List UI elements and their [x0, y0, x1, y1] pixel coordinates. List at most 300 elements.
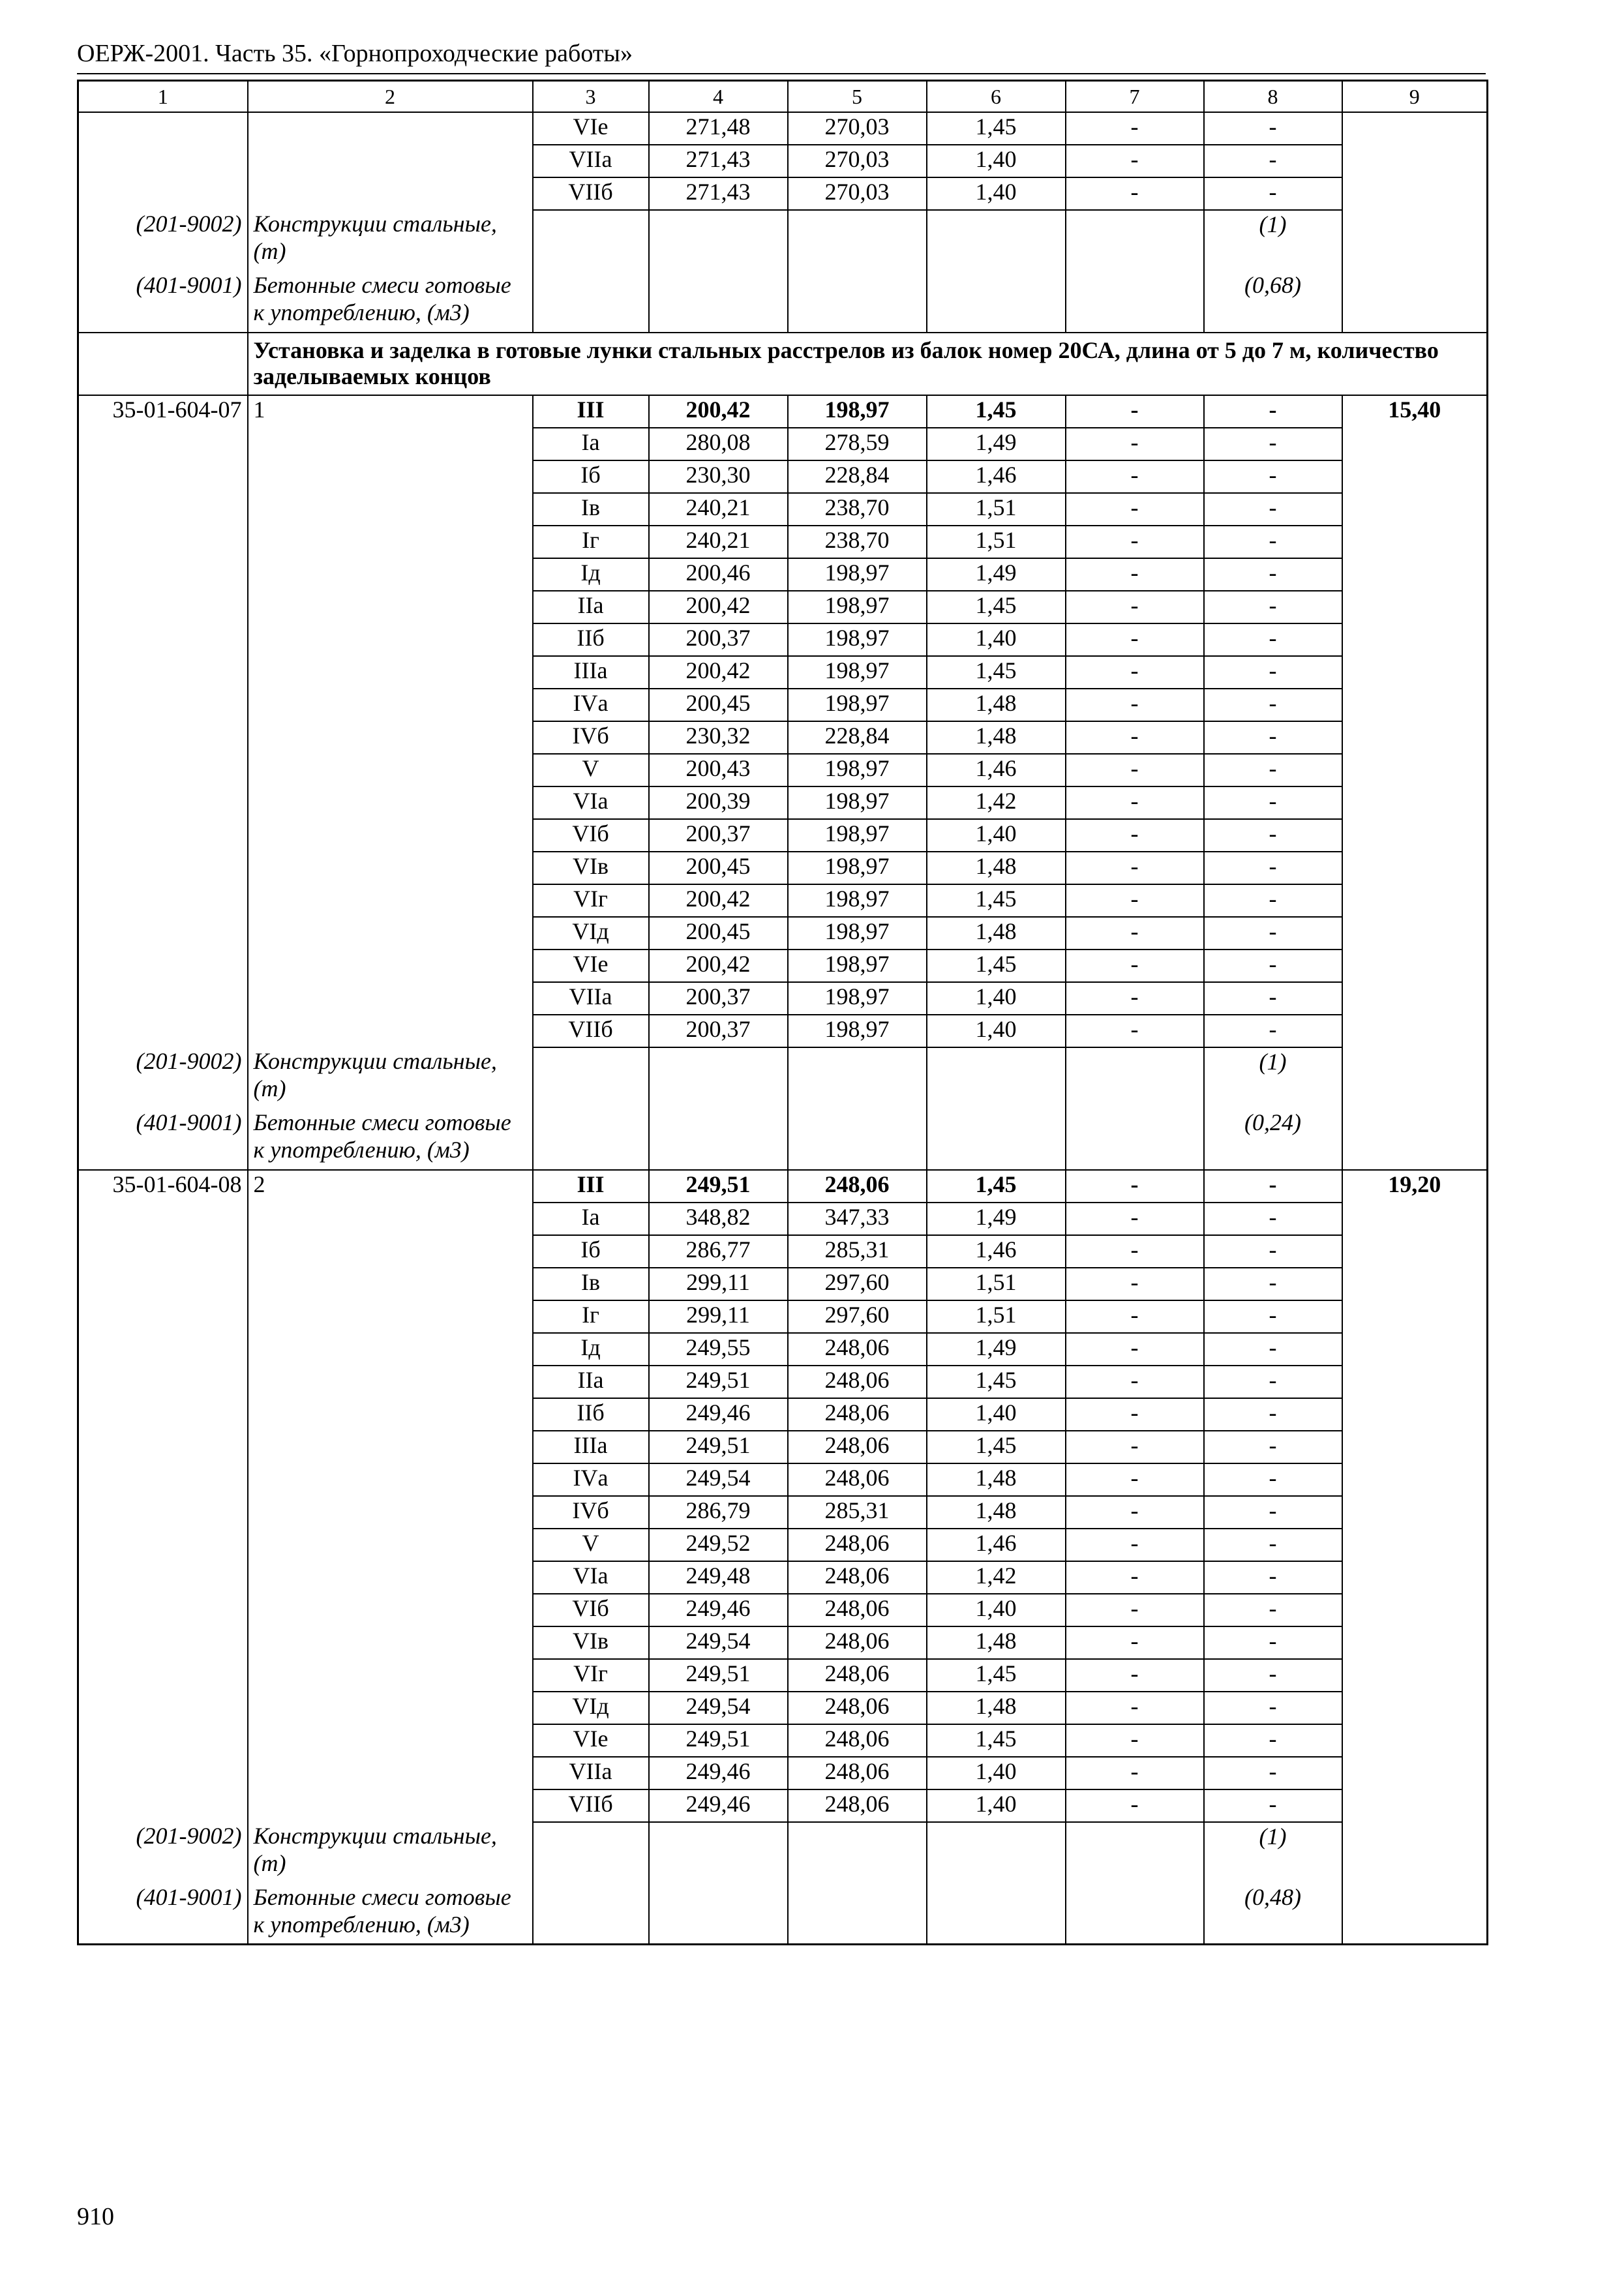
- materials-cell: -: [1204, 1659, 1342, 1692]
- empty-cell: [649, 210, 788, 271]
- rate-name-cell: [248, 177, 533, 210]
- total-cost-cell: 249,51: [649, 1659, 788, 1692]
- table-row: [78, 721, 1488, 754]
- rate-name-cell: [248, 1015, 533, 1047]
- zone-cell: VIб: [533, 1594, 649, 1626]
- total-cost-cell: 200,42: [649, 950, 788, 982]
- operators-wage-cell: -: [1066, 112, 1204, 145]
- rate-code-cell: [78, 428, 248, 460]
- materials-cell: -: [1204, 1594, 1342, 1626]
- rate-code-cell: [78, 1203, 248, 1235]
- zone-cell: III: [533, 1170, 649, 1203]
- labor-cost-cell: 15,40: [1342, 395, 1488, 428]
- material-code-cell: (201-9002): [78, 1822, 248, 1883]
- rate-name-cell: [248, 852, 533, 884]
- operators-wage-cell: -: [1066, 1529, 1204, 1561]
- rate-code-cell: [78, 591, 248, 623]
- labor-cost-cell: [1342, 1659, 1488, 1692]
- empty-cell: [533, 1883, 649, 1945]
- rate-name-cell: [248, 884, 533, 917]
- zone-cell: VIе: [533, 1724, 649, 1757]
- rate-code-cell: [78, 1015, 248, 1047]
- wages-cell: 270,03: [788, 177, 927, 210]
- empty-cell: [533, 210, 649, 271]
- rate-code-cell: [78, 1496, 248, 1529]
- total-cost-cell: 249,51: [649, 1366, 788, 1398]
- total-cost-cell: 200,42: [649, 656, 788, 689]
- operators-wage-cell: -: [1066, 721, 1204, 754]
- machine-cost-cell: 1,51: [927, 1300, 1066, 1333]
- materials-cell: -: [1204, 1561, 1342, 1594]
- labor-cost-cell: [1342, 1015, 1488, 1047]
- wages-cell: 278,59: [788, 428, 927, 460]
- table-row: [78, 558, 1488, 591]
- wages-cell: 238,70: [788, 493, 927, 526]
- labor-cost-cell: [1342, 591, 1488, 623]
- materials-cell: -: [1204, 689, 1342, 721]
- materials-cell: -: [1204, 1626, 1342, 1659]
- total-cost-cell: 286,77: [649, 1235, 788, 1268]
- empty-cell: [533, 271, 649, 333]
- material-qty-cell: (0,48): [1204, 1883, 1342, 1945]
- rate-name-cell: [248, 1268, 533, 1300]
- materials-cell: -: [1204, 852, 1342, 884]
- machine-cost-cell: 1,45: [927, 656, 1066, 689]
- machine-cost-cell: 1,49: [927, 1203, 1066, 1235]
- materials-cell: -: [1204, 786, 1342, 819]
- table-row: [78, 1463, 1488, 1496]
- rate-name-cell: [248, 112, 533, 145]
- wages-cell: 198,97: [788, 917, 927, 950]
- table-row: [78, 1268, 1488, 1300]
- zone-cell: VIд: [533, 917, 649, 950]
- zone-cell: Iа: [533, 1203, 649, 1235]
- zone-cell: Iв: [533, 1268, 649, 1300]
- machine-cost-cell: 1,51: [927, 526, 1066, 558]
- operators-wage-cell: -: [1066, 1724, 1204, 1757]
- total-cost-cell: 230,32: [649, 721, 788, 754]
- empty-cell: [649, 1883, 788, 1945]
- machine-cost-cell: 1,51: [927, 1268, 1066, 1300]
- empty-cell: [1342, 1047, 1488, 1109]
- total-cost-cell: 249,46: [649, 1398, 788, 1431]
- total-cost-cell: 200,37: [649, 1015, 788, 1047]
- operators-wage-cell: -: [1066, 460, 1204, 493]
- machine-cost-cell: 1,49: [927, 558, 1066, 591]
- total-cost-cell: 200,42: [649, 884, 788, 917]
- rate-code-cell: [78, 112, 248, 145]
- wages-cell: 198,97: [788, 395, 927, 428]
- total-cost-cell: 271,43: [649, 145, 788, 177]
- materials-cell: -: [1204, 1366, 1342, 1398]
- table-row: [78, 395, 1488, 428]
- material-qty-cell: (1): [1204, 1822, 1342, 1883]
- zone-cell: VIг: [533, 884, 649, 917]
- operators-wage-cell: -: [1066, 177, 1204, 210]
- column-header: 2: [248, 81, 533, 112]
- empty-cell: [788, 271, 927, 333]
- labor-cost-cell: [1342, 1268, 1488, 1300]
- total-cost-cell: 249,48: [649, 1561, 788, 1594]
- machine-cost-cell: 1,45: [927, 1366, 1066, 1398]
- labor-cost-cell: [1342, 950, 1488, 982]
- zone-cell: VIб: [533, 819, 649, 852]
- table-row: [78, 819, 1488, 852]
- rate-code-cell: [78, 1626, 248, 1659]
- table-row: [78, 1659, 1488, 1692]
- material-qty-cell: (0,68): [1204, 271, 1342, 333]
- zone-cell: IVа: [533, 1463, 649, 1496]
- machine-cost-cell: 1,46: [927, 460, 1066, 493]
- table-row: [78, 526, 1488, 558]
- materials-cell: -: [1204, 754, 1342, 786]
- materials-cell: -: [1204, 1463, 1342, 1496]
- rate-name-cell: [248, 526, 533, 558]
- operators-wage-cell: -: [1066, 1366, 1204, 1398]
- materials-cell: -: [1204, 917, 1342, 950]
- wages-cell: 347,33: [788, 1203, 927, 1235]
- materials-cell: -: [1204, 112, 1342, 145]
- wages-cell: 198,97: [788, 689, 927, 721]
- column-header: 6: [927, 81, 1066, 112]
- material-row: [78, 1883, 1488, 1945]
- column-header: 3: [533, 81, 649, 112]
- wages-cell: 198,97: [788, 623, 927, 656]
- machine-cost-cell: 1,48: [927, 721, 1066, 754]
- labor-cost-cell: [1342, 558, 1488, 591]
- total-cost-cell: 249,46: [649, 1757, 788, 1789]
- labor-cost-cell: [1342, 493, 1488, 526]
- machine-cost-cell: 1,40: [927, 1015, 1066, 1047]
- rate-name-cell: [248, 1529, 533, 1561]
- rate-name-cell: [248, 428, 533, 460]
- rate-code-cell: [78, 526, 248, 558]
- zone-cell: VIIб: [533, 1015, 649, 1047]
- column-number-header-row: [78, 81, 1488, 112]
- wages-cell: 198,97: [788, 884, 927, 917]
- table-row: [78, 1398, 1488, 1431]
- materials-cell: -: [1204, 1692, 1342, 1724]
- zone-cell: IVб: [533, 721, 649, 754]
- empty-cell: [927, 1822, 1066, 1883]
- machine-cost-cell: 1,46: [927, 1235, 1066, 1268]
- rate-name-cell: [248, 1398, 533, 1431]
- machine-cost-cell: 1,51: [927, 493, 1066, 526]
- operators-wage-cell: -: [1066, 656, 1204, 689]
- rate-name-cell: [248, 1561, 533, 1594]
- labor-cost-cell: [1342, 819, 1488, 852]
- rate-name-cell: [248, 656, 533, 689]
- table-row: [78, 1170, 1488, 1203]
- labor-cost-cell: [1342, 428, 1488, 460]
- total-cost-cell: 249,54: [649, 1626, 788, 1659]
- table-row: [78, 884, 1488, 917]
- empty-cell: [1342, 1109, 1488, 1170]
- labor-cost-cell: [1342, 1724, 1488, 1757]
- operators-wage-cell: -: [1066, 1626, 1204, 1659]
- operators-wage-cell: -: [1066, 395, 1204, 428]
- total-cost-cell: 249,51: [649, 1431, 788, 1463]
- total-cost-cell: 249,52: [649, 1529, 788, 1561]
- machine-cost-cell: 1,48: [927, 1463, 1066, 1496]
- rate-name-cell: [248, 1757, 533, 1789]
- materials-cell: -: [1204, 395, 1342, 428]
- column-header: 8: [1204, 81, 1342, 112]
- zone-cell: III: [533, 395, 649, 428]
- materials-cell: -: [1204, 1431, 1342, 1463]
- wages-cell: 198,97: [788, 656, 927, 689]
- table-row: [78, 1561, 1488, 1594]
- table-row: [78, 1626, 1488, 1659]
- table-row: [78, 1529, 1488, 1561]
- labor-cost-cell: [1342, 460, 1488, 493]
- labor-cost-cell: [1342, 1235, 1488, 1268]
- zone-cell: VIд: [533, 1692, 649, 1724]
- section-title-row: [78, 333, 1488, 395]
- rate-code-cell: [78, 950, 248, 982]
- total-cost-cell: 249,51: [649, 1170, 788, 1203]
- wages-cell: 198,97: [788, 982, 927, 1015]
- machine-cost-cell: 1,40: [927, 1757, 1066, 1789]
- wages-cell: 198,97: [788, 950, 927, 982]
- rate-code-cell: [78, 177, 248, 210]
- column-header: 9: [1342, 81, 1488, 112]
- rate-code-cell: [78, 1463, 248, 1496]
- rate-code-cell: [78, 721, 248, 754]
- table-row: [78, 1724, 1488, 1757]
- wages-cell: 248,06: [788, 1626, 927, 1659]
- material-code-cell: (401-9001): [78, 1109, 248, 1170]
- wages-cell: 198,97: [788, 852, 927, 884]
- labor-cost-cell: [1342, 852, 1488, 884]
- rate-code-cell: [78, 754, 248, 786]
- empty-cell: [788, 1822, 927, 1883]
- header-rule: [77, 73, 1486, 74]
- operators-wage-cell: -: [1066, 1203, 1204, 1235]
- materials-cell: -: [1204, 493, 1342, 526]
- table-row: [78, 917, 1488, 950]
- materials-cell: -: [1204, 950, 1342, 982]
- zone-cell: Iд: [533, 1333, 649, 1366]
- machine-cost-cell: 1,45: [927, 884, 1066, 917]
- rate-name-cell: [248, 721, 533, 754]
- column-header: 5: [788, 81, 927, 112]
- table-row: [78, 982, 1488, 1015]
- labor-cost-cell: [1342, 1203, 1488, 1235]
- machine-cost-cell: 1,48: [927, 1626, 1066, 1659]
- materials-cell: -: [1204, 145, 1342, 177]
- document-header-title: ОЕРЖ-2001. Часть 35. «Горнопроходческие работы»: [77, 40, 633, 67]
- rate-name-cell: [248, 1626, 533, 1659]
- labor-cost-cell: [1342, 1463, 1488, 1496]
- materials-cell: -: [1204, 1757, 1342, 1789]
- rate-name-cell: [248, 950, 533, 982]
- operators-wage-cell: -: [1066, 1333, 1204, 1366]
- rate-code-cell: [78, 884, 248, 917]
- rate-code-cell: [78, 819, 248, 852]
- table-row: [78, 1235, 1488, 1268]
- rate-code-cell: [78, 623, 248, 656]
- total-cost-cell: 348,82: [649, 1203, 788, 1235]
- empty-cell: [649, 1822, 788, 1883]
- operators-wage-cell: -: [1066, 982, 1204, 1015]
- empty-cell: [1342, 1822, 1488, 1883]
- table-row: [78, 112, 1488, 145]
- empty-cell: [1066, 210, 1204, 271]
- machine-cost-cell: 1,40: [927, 819, 1066, 852]
- zone-cell: VIIа: [533, 1757, 649, 1789]
- rate-name-cell: [248, 786, 533, 819]
- machine-cost-cell: 1,48: [927, 689, 1066, 721]
- operators-wage-cell: -: [1066, 591, 1204, 623]
- operators-wage-cell: -: [1066, 852, 1204, 884]
- material-name-cell: Бетонные смеси готовые к употреблению, (м3): [248, 271, 533, 333]
- operators-wage-cell: -: [1066, 1659, 1204, 1692]
- materials-cell: -: [1204, 1300, 1342, 1333]
- page-number: 910: [77, 2203, 114, 2230]
- total-cost-cell: 249,54: [649, 1463, 788, 1496]
- rate-name-cell: [248, 1659, 533, 1692]
- materials-cell: -: [1204, 1015, 1342, 1047]
- empty-cell: [927, 1883, 1066, 1945]
- rate-code-cell: [78, 493, 248, 526]
- table-row: [78, 1333, 1488, 1366]
- wages-cell: 228,84: [788, 721, 927, 754]
- wages-cell: 198,97: [788, 558, 927, 591]
- wages-cell: 248,06: [788, 1398, 927, 1431]
- machine-cost-cell: 1,45: [927, 1170, 1066, 1203]
- rate-name-cell: 2: [248, 1170, 533, 1203]
- operators-wage-cell: -: [1066, 754, 1204, 786]
- total-cost-cell: 200,37: [649, 982, 788, 1015]
- materials-cell: -: [1204, 177, 1342, 210]
- labor-cost-cell: [1342, 1626, 1488, 1659]
- zone-cell: VIIб: [533, 1789, 649, 1822]
- total-cost-cell: 249,54: [649, 1692, 788, 1724]
- zone-cell: Iг: [533, 526, 649, 558]
- empty-cell: [1342, 210, 1488, 271]
- operators-wage-cell: -: [1066, 1463, 1204, 1496]
- labor-cost-cell: [1342, 1398, 1488, 1431]
- wages-cell: 248,06: [788, 1366, 927, 1398]
- rate-name-cell: [248, 1235, 533, 1268]
- zone-cell: VIIб: [533, 177, 649, 210]
- table-row: [78, 1594, 1488, 1626]
- empty-cell: [533, 1822, 649, 1883]
- wages-cell: 248,06: [788, 1333, 927, 1366]
- labor-cost-cell: [1342, 1757, 1488, 1789]
- total-cost-cell: 299,11: [649, 1268, 788, 1300]
- machine-cost-cell: 1,40: [927, 1398, 1066, 1431]
- table-row: [78, 1300, 1488, 1333]
- empty-cell: [649, 1047, 788, 1109]
- zone-cell: VIв: [533, 1626, 649, 1659]
- machine-cost-cell: 1,42: [927, 1561, 1066, 1594]
- rate-name-cell: [248, 1203, 533, 1235]
- labor-cost-cell: [1342, 112, 1488, 145]
- empty-cell: [927, 210, 1066, 271]
- zone-cell: Iг: [533, 1300, 649, 1333]
- rate-code-cell: [78, 1659, 248, 1692]
- zone-cell: VIе: [533, 112, 649, 145]
- labor-cost-cell: 19,20: [1342, 1170, 1488, 1203]
- material-row: [78, 1822, 1488, 1883]
- rate-code-cell: [78, 1235, 248, 1268]
- zone-cell: VIIа: [533, 145, 649, 177]
- labor-cost-cell: [1342, 754, 1488, 786]
- operators-wage-cell: -: [1066, 819, 1204, 852]
- labor-cost-cell: [1342, 1594, 1488, 1626]
- materials-cell: -: [1204, 1268, 1342, 1300]
- wages-cell: 248,06: [788, 1757, 927, 1789]
- rate-name-cell: [248, 1496, 533, 1529]
- total-cost-cell: 200,42: [649, 395, 788, 428]
- rate-code-cell: [78, 656, 248, 689]
- operators-wage-cell: -: [1066, 1594, 1204, 1626]
- materials-cell: -: [1204, 591, 1342, 623]
- table-row: [78, 493, 1488, 526]
- rate-code-cell: [78, 460, 248, 493]
- wages-cell: 248,06: [788, 1659, 927, 1692]
- operators-wage-cell: -: [1066, 526, 1204, 558]
- zone-cell: VIIа: [533, 982, 649, 1015]
- labor-cost-cell: [1342, 786, 1488, 819]
- material-code-cell: (401-9001): [78, 271, 248, 333]
- zone-cell: VIа: [533, 786, 649, 819]
- empty-cell: [1342, 271, 1488, 333]
- machine-cost-cell: 1,40: [927, 145, 1066, 177]
- materials-cell: -: [1204, 460, 1342, 493]
- labor-cost-cell: [1342, 1300, 1488, 1333]
- zone-cell: IIIа: [533, 656, 649, 689]
- machine-cost-cell: 1,40: [927, 982, 1066, 1015]
- wages-cell: 248,06: [788, 1789, 927, 1822]
- zone-cell: V: [533, 754, 649, 786]
- rate-name-cell: [248, 1300, 533, 1333]
- wages-cell: 248,06: [788, 1594, 927, 1626]
- total-cost-cell: 200,37: [649, 623, 788, 656]
- labor-cost-cell: [1342, 1496, 1488, 1529]
- zone-cell: IVб: [533, 1496, 649, 1529]
- rate-name-cell: [248, 1692, 533, 1724]
- machine-cost-cell: 1,40: [927, 623, 1066, 656]
- total-cost-cell: 200,46: [649, 558, 788, 591]
- empty-cell: [788, 210, 927, 271]
- empty-cell: [649, 271, 788, 333]
- materials-cell: -: [1204, 1724, 1342, 1757]
- zone-cell: Iв: [533, 493, 649, 526]
- rate-name-cell: [248, 819, 533, 852]
- wages-cell: 198,97: [788, 754, 927, 786]
- table-row: [78, 623, 1488, 656]
- rate-code-cell: [78, 1398, 248, 1431]
- labor-cost-cell: [1342, 1692, 1488, 1724]
- rates-table-body: [78, 81, 1488, 1945]
- machine-cost-cell: 1,45: [927, 591, 1066, 623]
- rate-code-cell: [78, 689, 248, 721]
- machine-cost-cell: 1,45: [927, 950, 1066, 982]
- wages-cell: 285,31: [788, 1496, 927, 1529]
- empty-cell: [533, 1109, 649, 1170]
- labor-cost-cell: [1342, 1529, 1488, 1561]
- table-row: [78, 1015, 1488, 1047]
- materials-cell: -: [1204, 558, 1342, 591]
- empty-cell: [1066, 1047, 1204, 1109]
- machine-cost-cell: 1,45: [927, 1431, 1066, 1463]
- column-header: 1: [78, 81, 248, 112]
- rate-name-cell: [248, 1366, 533, 1398]
- material-code-cell: (201-9002): [78, 1047, 248, 1109]
